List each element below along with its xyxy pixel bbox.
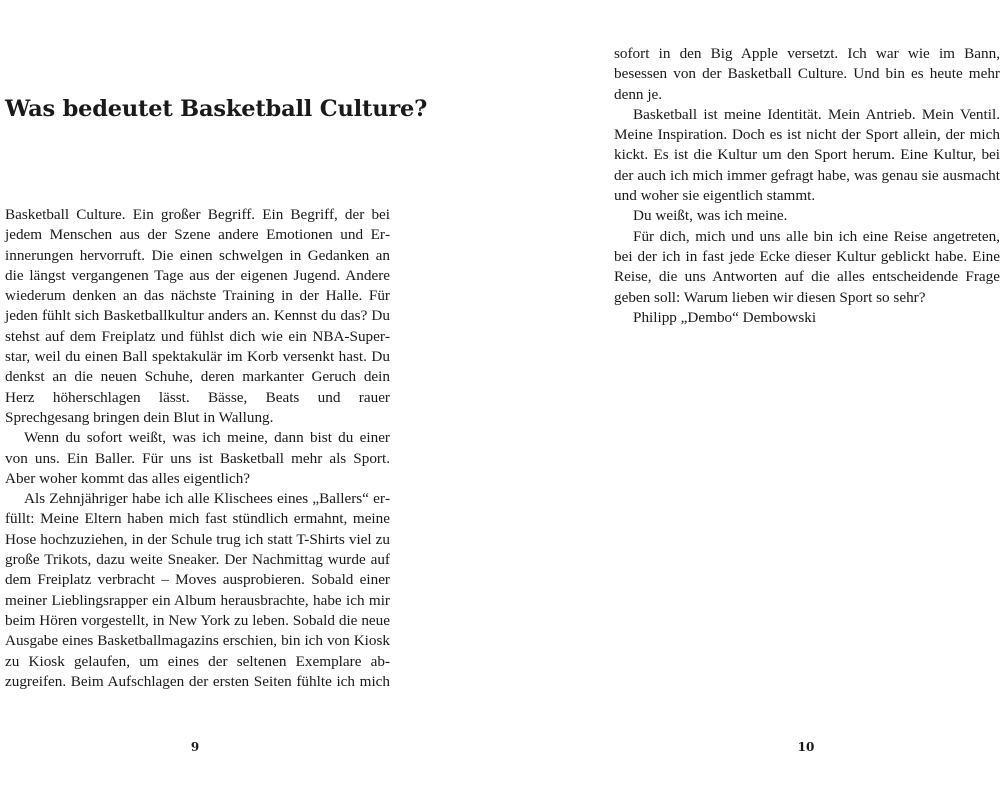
right-page bbox=[500, 0, 1000, 800]
page-number: 9 bbox=[190, 740, 200, 754]
left-page-body bbox=[5, 205, 390, 692]
page-number: 10 bbox=[797, 740, 815, 754]
right-page-body bbox=[614, 44, 1000, 328]
chapter-title: Was bedeutet Basketball Culture? bbox=[5, 96, 428, 122]
paragraph: Du weißt, was ich meine. bbox=[633, 207, 788, 225]
paragraph: Basketball ist meine Identität. Mein Antrieb. Mein Ventil. Meine Inspiration. Doch es ist nicht der Sport allein, der mich kickt. Es ist die Kultur um den Sport herum. Eine Kultur, bei der auch ich mich immer gefragt habe, was genau sie ausmacht und woher sie eigentlich stammt. bbox=[614, 105, 1000, 205]
paragraph: Als Zehnjähriger habe ich alle Klischees eines „Ballers“ erfüllt: Meine Eltern haben mich fast stündlich ermahnt, meine Hose hochzuziehen, in der Schule trug ich statt T-Shirts viel zu große Trikots, dazu weite Sneaker. Der Nachmittag wurde auf dem Freiplatz verbracht – Moves ausprobieren. Sobald einer meiner Lieblingsrapper ein Album herausbrachte, habe ich mir beim Hören vorgestellt, in New York zu leben. Sobald die neue Ausgabe eines Basketballmagazins erschien, bin ich von Kiosk zu Kiosk gelaufen, um eines der seltenen Exemplare abzugreifen. Beim Aufschlagen der ersten Seiten fühlte ich mich bbox=[5, 490, 390, 690]
paragraph: Basketball Culture. Ein großer Begriff. Ein Begriff, der bei jedem Menschen aus der Szene andere Emotionen und Erinnerungen hervorruft. Die einen schwelgen in Gedanken an die längst vergangenen Tage aus der eigenen Jugend. Andere wiederum denken an das nächste Training in der Halle. Für jeden fühlt sich Basketballkultur anders an. Kennst du das? Du stehst auf dem Freiplatz und fühlst dich wie ein NBA-Superstar, weil du einen Ball spektakulär im Korb versenkt hast. Du denkst an die neuen Schuhe, deren markanter Geruch dein Herz höherschlagen lässt. Bässe, Beats und rauer Sprechgesang bringen dein Blut in Wallung. bbox=[5, 206, 390, 426]
author-signature: Philipp „Dembo“ Dembowski bbox=[633, 308, 817, 326]
paragraph: Für dich, mich und uns alle bin ich eine Reise angetreten, bei der ich in fast jede Ecke dieser Kultur geblickt habe. Eine Reise, die uns Antworten auf die alles entscheidende Frage geben soll: Warum lieben wir diesen Sport so sehr? bbox=[614, 227, 1000, 306]
paragraph: sofort in den Big Apple versetzt. Ich war wie im Bann, besessen von der Basketball Culture. Und bin es heute mehr denn je. bbox=[614, 45, 1000, 103]
paragraph: Wenn du sofort weißt, was ich meine, dann bist du einer von uns. Ein Baller. Für uns ist Basketball mehr als Sport. Aber woher kommt das alles eigentlich? bbox=[5, 429, 390, 487]
